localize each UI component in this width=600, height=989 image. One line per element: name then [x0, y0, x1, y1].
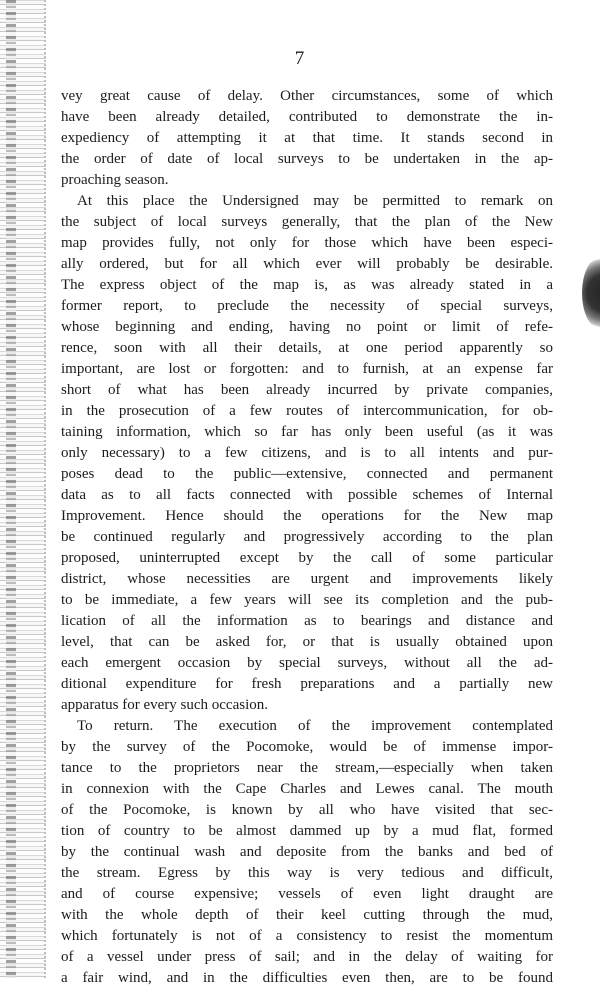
text-line: of a vessel under press of sail; and in the delay of waiting for	[61, 949, 553, 965]
text-line: by the survey of the Pocomoke, would be of immense impor-	[61, 739, 553, 755]
page-binding-edge	[0, 0, 46, 978]
body-text	[61, 86, 553, 989]
text-line: tance to the proprietors near the stream,—especially when taken	[61, 760, 553, 776]
text-line: the stream. Egress by this way is very tedious and difficult,	[61, 865, 553, 881]
text-line: district, whose necessities are urgent and improvements likely	[61, 571, 553, 587]
text-line: the subject of local surveys generally, that the plan of the New	[61, 214, 553, 230]
text-line: proposed, uninterrupted except by the call of some particular	[61, 550, 553, 566]
text-line: tion of country to be almost dammed up by a mud flat, formed	[61, 823, 553, 839]
text-line: and of course expensive; vessels of even light draught are	[61, 886, 553, 902]
text-line: expediency of attempting it at that time. It stands second in	[61, 130, 553, 146]
text-line: The express object of the map is, as was already stated in a	[61, 277, 553, 293]
text-line: To return. The execution of the improvement contemplated	[77, 718, 553, 734]
text-line: map provides fully, not only for those which have been especi-	[61, 235, 553, 251]
text-line: have been already detailed, contributed to demonstrate the in-	[61, 109, 553, 125]
text-line: poses dead to the public—extensive, connected and permanent	[61, 466, 553, 482]
text-line: important, are lost or forgotten: and to furnish, at an expense far	[61, 361, 553, 377]
text-line: only necessary) to a few citizens, and is to all intents and pur-	[61, 445, 553, 461]
text-line: to be immediate, a few years will see its completion and the pub-	[61, 592, 553, 608]
text-line: vey great cause of delay. Other circumstances, some of which	[61, 88, 553, 104]
text-line: taining information, which so far has only been useful (as it was	[61, 424, 553, 440]
text-line: rence, soon with all their details, at one period apparently so	[61, 340, 553, 356]
page-number: 7	[294, 48, 306, 69]
page-edge-ink-mark	[582, 258, 600, 328]
text-line: by the continual wash and deposite from the banks and bed of	[61, 844, 553, 860]
text-line: lication of all the information as to bearings and distance and	[61, 613, 553, 629]
text-line: be continued regularly and progressively according to the plan	[61, 529, 553, 545]
text-line: in the prosecution of a few routes of intercommunication, for ob-	[61, 403, 553, 419]
binding-stitch-marks	[6, 0, 16, 978]
text-line: short of what has been already incurred by private companies,	[61, 382, 553, 398]
text-line: each emergent occasion by special surveys, without all the ad-	[61, 655, 553, 671]
text-line: apparatus for every such occasion.	[61, 697, 268, 713]
text-line: proaching season.	[61, 172, 169, 188]
text-line: of the Pocomoke, is known by all who have visited that sec-	[61, 802, 553, 818]
text-line: At this place the Undersigned may be permitted to remark on	[77, 193, 553, 209]
text-line: ally ordered, but for all which ever will probably be desirable.	[61, 256, 553, 272]
text-line: the order of date of local surveys to be undertaken in the ap-	[61, 151, 553, 167]
text-line: which fortunately is not of a consistency to resist the momentum	[61, 928, 553, 944]
text-line: former report, to preclude the necessity of special surveys,	[61, 298, 553, 314]
text-line: data as to all facts connected with possible schemes of Internal	[61, 487, 553, 503]
text-line: Improvement. Hence should the operations for the New map	[61, 508, 553, 524]
text-line: whose beginning and ending, having no point or limit of refe-	[61, 319, 553, 335]
text-line: ditional expenditure for fresh preparations and a partially new	[61, 676, 553, 692]
text-line: level, that can be asked for, or that is usually obtained upon	[61, 634, 553, 650]
text-line: in connexion with the Cape Charles and Lewes canal. The mouth	[61, 781, 553, 797]
text-line: with the whole depth of their keel cutting through the mud,	[61, 907, 553, 923]
text-line: a fair wind, and in the difficulties even then, are to be found	[61, 970, 553, 986]
